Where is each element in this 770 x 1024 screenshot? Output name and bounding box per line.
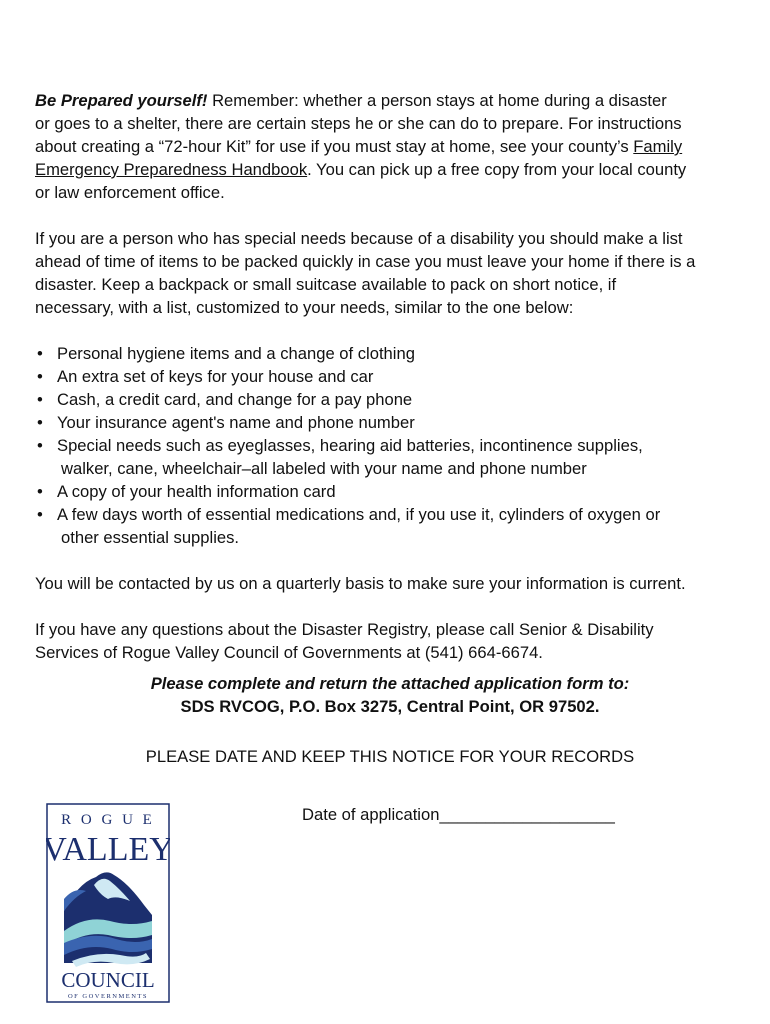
contact-note: You will be contacted by us on a quarterly basis to make sure your information is current. bbox=[35, 574, 686, 593]
list-item bbox=[35, 388, 745, 411]
intro-line1: Remember: whether a person stays at home during a disaster bbox=[207, 91, 667, 110]
logo-middle-text: VALLEY bbox=[46, 831, 170, 868]
list-item bbox=[35, 434, 745, 480]
list-item bbox=[35, 342, 745, 365]
list-item-continuation: walker, cane, wheelchair–all labeled with your name and phone number bbox=[61, 459, 587, 478]
checklist bbox=[35, 342, 745, 549]
list-item bbox=[35, 480, 745, 503]
list-item-text: Special needs such as eyeglasses, hearing aid batteries, incontinence supplies, bbox=[57, 436, 643, 455]
handbook-link-part2: Emergency Preparedness Handbook bbox=[35, 160, 308, 179]
logo-top-text: R O G U E bbox=[61, 812, 155, 828]
return-address: SDS RVCOG, P.O. Box 3275, Central Point, OR 97502. bbox=[180, 697, 600, 716]
intro-line5: or law enforcement office. bbox=[35, 183, 225, 202]
keep-notice: PLEASE DATE AND KEEP THIS NOTICE FOR YOUR RECORDS bbox=[145, 747, 635, 766]
intro-line4: . You can pick up a free copy from your local county bbox=[307, 160, 687, 179]
rvcog-logo-graphic bbox=[46, 803, 170, 1003]
special-needs-paragraph bbox=[35, 227, 745, 319]
list-item-text: An extra set of keys for your house and car bbox=[57, 367, 374, 386]
special-needs-line1: If you are a person who has special needs because of a disability you should make a list bbox=[35, 229, 683, 248]
return-instructions: Please complete and return the attached application form to: bbox=[150, 674, 630, 693]
date-of-application-field[interactable]: Date of application___________________ bbox=[302, 805, 615, 824]
questions-paragraph bbox=[35, 618, 745, 664]
special-needs-line3: disaster. Keep a backpack or small suitcase available to pack on short notice, if bbox=[35, 275, 617, 294]
rvcog-logo bbox=[46, 803, 170, 1003]
logo-sub-text: OF GOVERNMENTS bbox=[67, 993, 149, 1000]
questions-line1: If you have any questions about the Disaster Registry, please call Senior & Disability bbox=[35, 620, 654, 639]
list-item-text: Personal hygiene items and a change of clothing bbox=[57, 344, 415, 363]
special-needs-line4: necessary, with a list, customized to your needs, similar to the one below: bbox=[35, 298, 574, 317]
list-item-continuation: other essential supplies. bbox=[61, 528, 240, 547]
special-needs-line2: ahead of time of items to be packed quickly in case you must leave your home if there is a bbox=[35, 252, 696, 271]
list-item bbox=[35, 365, 745, 388]
list-item bbox=[35, 503, 745, 549]
handbook-link-part1: Family bbox=[633, 137, 683, 156]
questions-line2: Services of Rogue Valley Council of Governments at (541) 664-6674. bbox=[35, 643, 543, 662]
intro-line3: about creating a “72-hour Kit” for use if you must stay at home, see your county’s bbox=[35, 137, 634, 156]
list-item-text: A few days worth of essential medications and, if you use it, cylinders of oxygen or bbox=[57, 505, 661, 524]
list-item-text: Cash, a credit card, and change for a pay phone bbox=[57, 390, 413, 409]
list-item-text: Your insurance agent's name and phone number bbox=[57, 413, 415, 432]
list-item-text: A copy of your health information card bbox=[57, 482, 336, 501]
list-item bbox=[35, 411, 745, 434]
logo-bottom-text: COUNCIL bbox=[61, 968, 155, 992]
intro-lead: Be Prepared yourself! bbox=[35, 91, 208, 110]
intro-paragraph bbox=[35, 89, 745, 204]
intro-line2: or goes to a shelter, there are certain steps he or she can do to prepare. For instructions bbox=[35, 114, 682, 133]
document-body bbox=[35, 89, 745, 768]
